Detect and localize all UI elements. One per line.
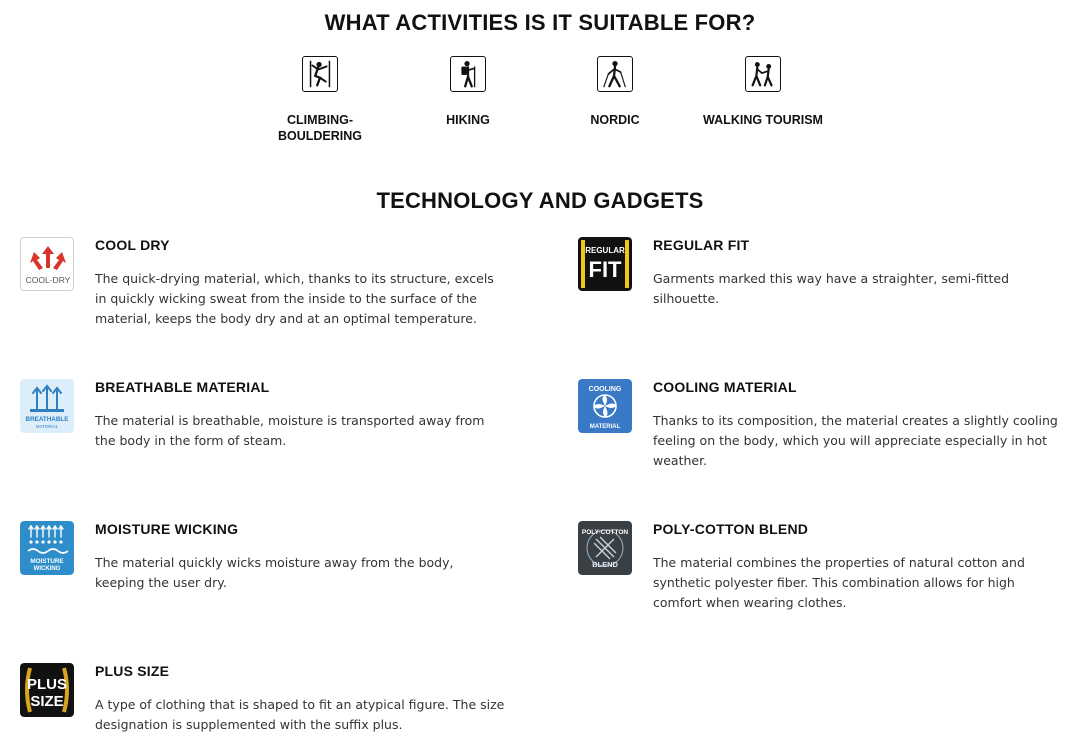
tech-description: A type of clothing that is shaped to fit an atypical figure. The size designation is supplemented with the suffix plus. (95, 697, 505, 732)
regular-fit-icon (578, 237, 632, 291)
tech-description: Thanks to its composition, the material creates a slightly cooling feeling on the body, which you will appreciate especially in hot weather. (653, 413, 1058, 468)
cool-dry-icon-text: COOL-DRY (25, 275, 71, 285)
plus-size-icon-text: PLUS (26, 676, 68, 693)
tech-description: The material quickly wicks moisture away from the body, keeping the user dry. (95, 555, 454, 590)
activity-label: WALKING TOURISM (703, 113, 823, 127)
activity-nordic (535, 56, 695, 128)
breathable-icon (20, 379, 74, 433)
activities-title: WHAT ACTIVITIES IS IT SUITABLE FOR? (324, 10, 756, 35)
cooling-icon-text: MATERIAL (589, 424, 621, 430)
activity-walking-tourism (683, 56, 843, 128)
cooling-icon-text: COOLING (588, 386, 622, 393)
activity-label: CLIMBING- BOULDERING (277, 113, 363, 143)
regular-fit-icon-text: FIT (588, 257, 622, 282)
tech-description: Garments marked this way have a straighter, semi-fitted silhouette. (653, 271, 1010, 306)
poly-cotton-icon-text: BLEND (592, 560, 618, 569)
tech-description: The material combines the properties of natural cotton and synthetic polyester fiber. This combination allows for high comfort when wearing clothes. (653, 555, 1025, 610)
activity-label: NORDIC (590, 113, 640, 127)
tech-title: REGULAR FIT (653, 237, 750, 253)
hiking-icon (450, 56, 486, 92)
tech-description: The material is breathable, moisture is transported away from the body in the form of steam. (95, 413, 485, 448)
moisture-wicking-icon (20, 521, 74, 575)
activity-hiking (388, 56, 548, 128)
breathable-icon-text: BREATHABLE (25, 416, 69, 423)
tech-title: BREATHABLE MATERIAL (95, 379, 270, 395)
cooling-material-icon (578, 379, 632, 433)
cool-dry-icon (20, 237, 74, 291)
moisture-icon-text: MOISTURE (30, 558, 64, 565)
activities-list (0, 56, 1080, 156)
plus-size-icon (20, 663, 74, 717)
tech-title: MOISTURE WICKING (95, 521, 239, 537)
walking-tourism-icon (745, 56, 781, 92)
plus-size-icon-text: SIZE (30, 693, 64, 710)
tech-title: COOLING MATERIAL (653, 379, 797, 395)
activity-label: HIKING (446, 113, 490, 127)
tech-title: PLUS SIZE (95, 663, 170, 679)
moisture-icon-text: WICKING (33, 566, 61, 572)
poly-cotton-icon (578, 521, 632, 575)
breathable-icon-text: MATERIAL (35, 424, 59, 429)
tech-description: The quick-drying material, which, thanks to its structure, excels in quickly wicking sweat from the inside to the surface of the material, keeps the body dry and at an optimal temperature. (95, 271, 494, 326)
activity-climbing-bouldering (240, 56, 400, 144)
technology-title: TECHNOLOGY AND GADGETS (376, 188, 704, 213)
tech-title: POLY-COTTON BLEND (653, 521, 809, 537)
regular-fit-icon-text: REGULAR (585, 246, 625, 255)
tech-title: COOL DRY (95, 237, 170, 253)
poly-cotton-icon-text: POLY-COTTON (581, 529, 629, 536)
nordic-walking-icon (597, 56, 633, 92)
climbing-icon (302, 56, 338, 92)
